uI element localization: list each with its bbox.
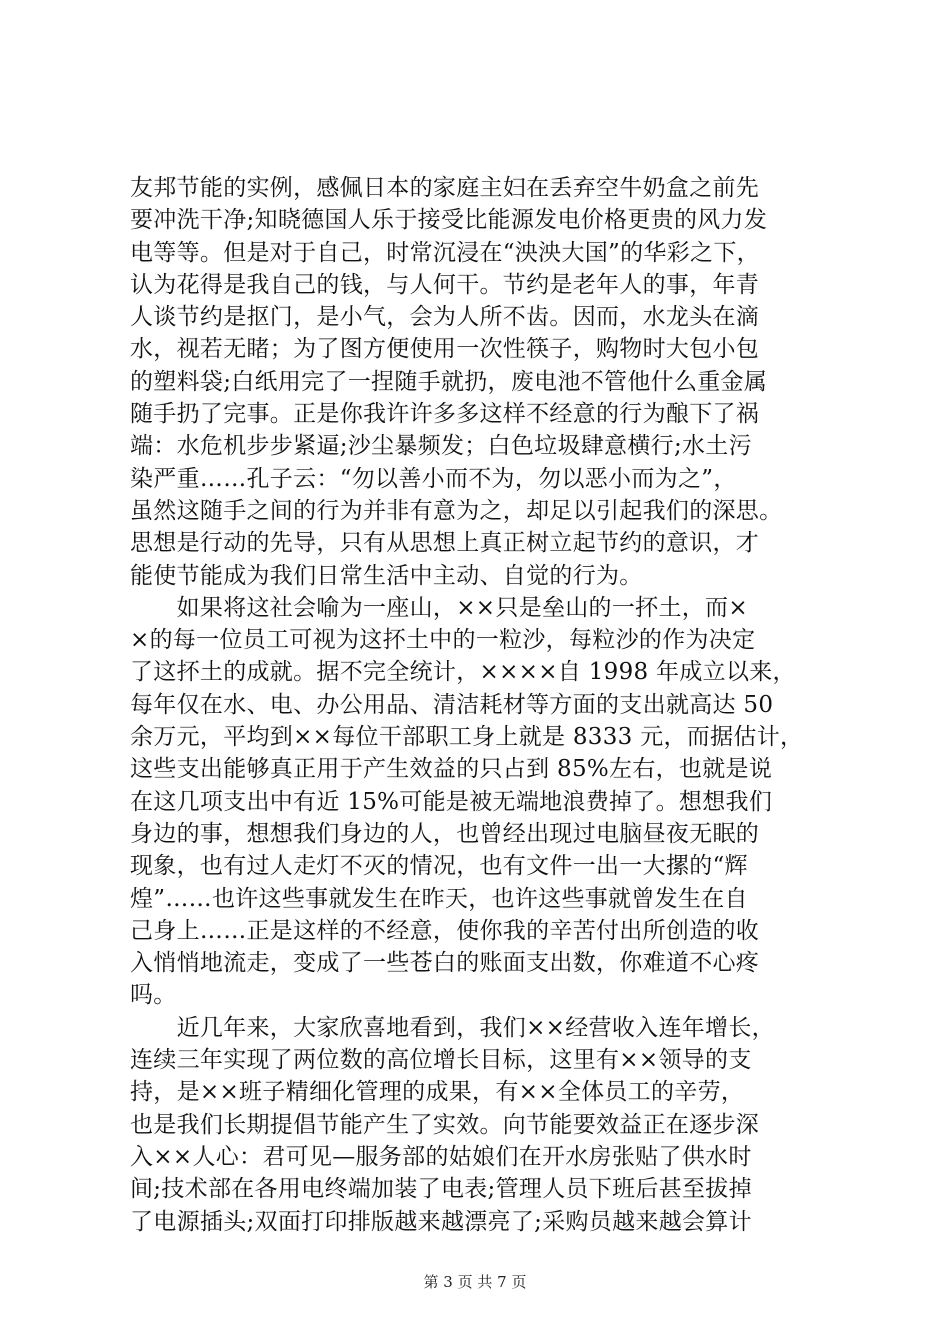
text-line: 现象，也有过人走灯不灭的情况，也有文件一出一大摞的“辉 xyxy=(130,853,748,880)
text-line: 每年仅在水、电、办公用品、清洁耗材等方面的支出就高达 50 xyxy=(130,691,774,718)
text-line: 身边的事，想想我们身边的人，也曾经出现过电脑昼夜无眠的 xyxy=(130,820,760,847)
text-line: 入××人心：君可见—服务部的姑娘们在开水房张贴了供水时 xyxy=(130,1143,752,1170)
text-line: 连续三年实现了两位数的高位增长目标，这里有××领导的支 xyxy=(130,1047,752,1074)
text-line: 在这几项支出中有近 15%可能是被无端地浪费掉了。想想我们 xyxy=(130,788,773,815)
text-line: 认为花得是我自己的钱，与人何干。节约是老年人的事，年青 xyxy=(130,271,760,298)
text-line: 人谈节约是抠门，是小气，会为人所不齿。因而，水龙头在滴 xyxy=(130,304,760,331)
text-line: 己身上……正是这样的不经意，使你我的辛苦付出所创造的收 xyxy=(130,917,760,944)
page-number-footer: 第 3 页 共 7 页 xyxy=(423,1273,527,1291)
text-line: 入悄悄地流走，变成了一些苍白的账面支出数，你难道不心疼 xyxy=(130,950,760,977)
text-line: 电等等。但是对于自己，时常沉浸在“泱泱大国”的华彩之下， xyxy=(130,239,760,266)
text-line: 能使节能成为我们日常生活中主动、自觉的行为。 xyxy=(130,562,643,589)
text-line: 染严重……孔子云：“勿以善小而不为，勿以恶小而为之”， xyxy=(130,465,737,492)
text-line: 煌”……也许这些事就发生在昨天，也许这些事就曾发生在自 xyxy=(130,885,748,912)
text-line: 也是我们长期提倡节能产生了实效。向节能要效益正在逐步深 xyxy=(130,1111,760,1138)
text-line: ×的每一位员工可视为这抔土中的一粒沙，每粒沙的作为决定 xyxy=(130,627,756,654)
text-line: 持，是××班子精细化管理的成果，有××全体员工的辛劳， xyxy=(130,1079,745,1106)
document-body xyxy=(130,172,830,1238)
text-line: 如果将这社会喻为一座山，××只是垒山的一抔土，而× xyxy=(130,594,748,621)
text-line: 吗。 xyxy=(130,982,177,1009)
text-line: 余万元，平均到××每位干部职工身上就是 8333 元，而据估计， xyxy=(130,724,804,751)
text-line: 间;技术部在各用电终端加装了电表;管理人员下班后甚至拔掉 xyxy=(130,1176,752,1203)
text-line: 要冲洗干净;知晓德国人乐于接受比能源发电价格更贵的风力发 xyxy=(130,207,768,234)
text-line: 虽然这随手之间的行为并非有意为之，却足以引起我们的深思。 xyxy=(130,497,783,524)
text-line: 的塑料袋;白纸用完了一捏随手就扔，废电池不管他什么重金属 xyxy=(130,368,768,395)
text-line: 友邦节能的实例，感佩日本的家庭主妇在丢弃空牛奶盒之前先 xyxy=(130,175,760,201)
text-line: 思想是行动的先导，只有从思想上真正树立起节约的意识，才 xyxy=(130,530,760,557)
text-line: 水，视若无睹；为了图方便使用一次性筷子，购物时大包小包 xyxy=(130,336,760,363)
text-line: 端：水危机步步紧逼;沙尘暴频发；白色垃圾肆意横行;水土污 xyxy=(130,433,752,460)
text-line: 近几年来，大家欣喜地看到，我们××经营收入连年增长， xyxy=(130,1014,775,1041)
text-line: 随手扔了完事。正是你我许许多多这样不经意的行为酿下了祸 xyxy=(130,401,760,428)
text-line: 这些支出能够真正用于产生效益的只占到 85%左右，也就是说 xyxy=(130,756,773,783)
text-line: 了电源插头;双面打印排版越来越漂亮了;采购员越来越会算计 xyxy=(130,1208,752,1235)
text-line: 了这抔土的成就。据不完全统计，××××自 1998 年成立以来， xyxy=(130,659,796,686)
